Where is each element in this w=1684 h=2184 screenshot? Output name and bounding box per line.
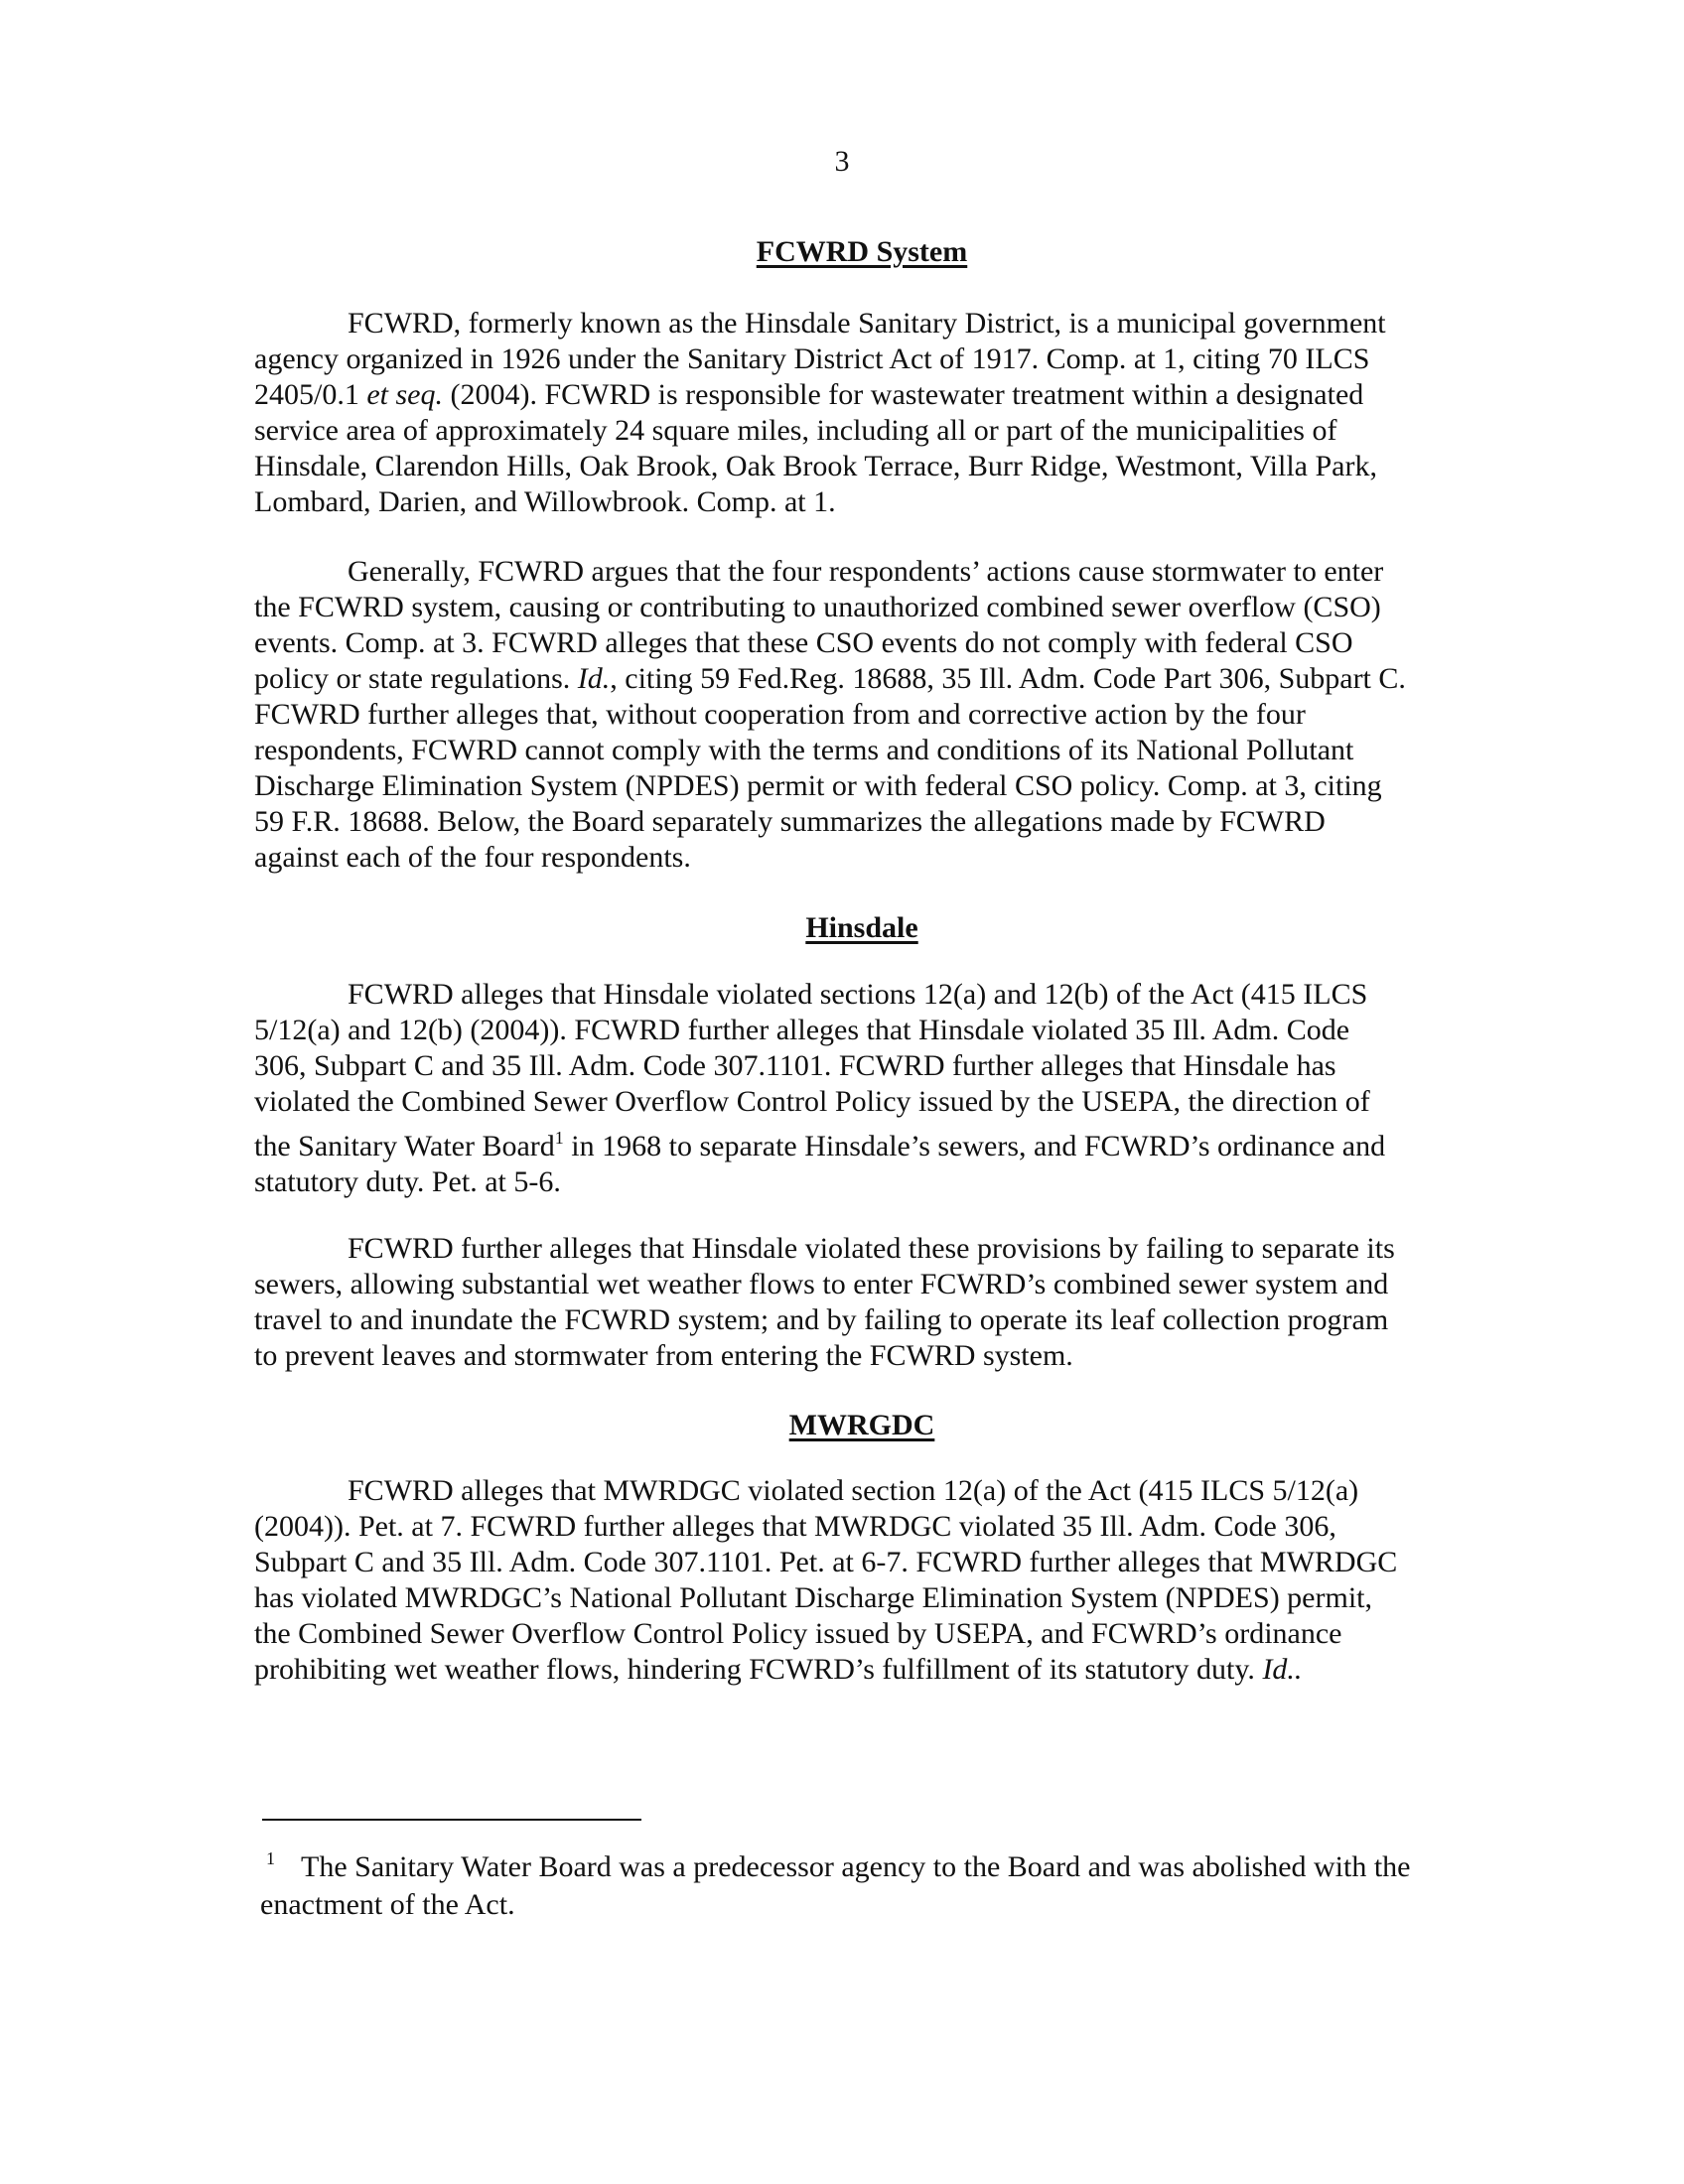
paragraph-hinsdale-2 <box>254 1231 1466 1374</box>
text-line: 5/12(a) and 12(b) (2004)). FCWRD further alleges that Hinsdale violated 35 Ill. Adm. Code <box>254 1014 1350 1046</box>
text-line: (2004). FCWRD is responsible for wastewater treatment within a designated <box>450 378 1364 411</box>
text-line: service area of approximately 24 square miles, including all or part of the municipalities of <box>254 414 1337 447</box>
paragraph-fcwrd-system-1 <box>254 306 1466 520</box>
text-line: Generally, FCWRD argues that the four respondents’ actions cause stormwater to enter <box>348 555 1384 588</box>
text-line: FCWRD further alleges that Hinsdale violated these provisions by failing to separate its <box>348 1232 1395 1265</box>
italic-term: et seq. <box>366 378 443 411</box>
text-line: respondents, FCWRD cannot comply with the terms and conditions of its National Pollutant <box>254 734 1354 766</box>
text-line: 2405/0.1 <box>254 378 359 411</box>
text-line: prohibiting wet weather flows, hindering FCWRD’s fulfillment of its statutory duty. <box>254 1653 1255 1686</box>
text-line: to prevent leaves and stormwater from entering the FCWRD system. <box>254 1339 1073 1372</box>
text-line: Hinsdale, Clarendon Hills, Oak Brook, Oak Brook Terrace, Burr Ridge, Westmont, Villa Park, <box>254 450 1377 482</box>
footnote-reference: 1 <box>554 1128 564 1148</box>
text-line: 59 F.R. 18688. Below, the Board separately summarizes the allegations made by FCWRD <box>254 805 1326 838</box>
text-line: violated the Combined Sewer Overflow Control Policy issued by the USEPA, the direction of <box>254 1085 1370 1118</box>
text-line: Subpart C and 35 Ill. Adm. Code 307.1101. Pet. at 6-7. FCWRD further alleges that MWRDGC <box>254 1546 1398 1578</box>
text-line: FCWRD alleges that MWRDGC violated section 12(a) of the Act (415 ILCS 5/12(a) <box>348 1474 1359 1507</box>
section-heading-mwrgdc: MWRGDC <box>788 1409 935 1441</box>
text-line: FCWRD, formerly known as the Hinsdale Sanitary District, is a municipal government <box>348 307 1386 340</box>
footnote-divider <box>262 1819 641 1821</box>
text-line: sewers, allowing substantial wet weather flows to enter FCWRD’s combined sewer system and <box>254 1268 1389 1300</box>
footnote <box>260 1840 1491 1924</box>
text-line: travel to and inundate the FCWRD system; and by failing to operate its leaf collection program <box>254 1303 1389 1336</box>
text-line: the FCWRD system, causing or contributing to unauthorized combined sewer overflow (CSO) <box>254 591 1381 623</box>
text-line: Lombard, Darien, and Willowbrook. Comp. at 1. <box>254 485 836 518</box>
text-line: the Sanitary Water Board <box>254 1130 555 1162</box>
paragraph-hinsdale-1 <box>254 977 1466 1200</box>
text-line: agency organized in 1926 under the Sanitary District Act of 1917. Comp. at 1, citing 70 ILCS <box>254 342 1370 375</box>
page-number: 3 <box>834 145 850 178</box>
text-line: policy or state regulations. <box>254 662 571 695</box>
footnote-text: The Sanitary Water Board was a predecessor agency to the Board and was abolished with the <box>301 1850 1411 1883</box>
footnote-text: enactment of the Act. <box>260 1888 515 1921</box>
text-line: has violated MWRDGC’s National Pollutant Discharge Elimination System (NPDES) permit, <box>254 1581 1372 1614</box>
italic-term: Id. <box>577 662 611 695</box>
section-heading-fcwrd-system: FCWRD System <box>756 235 968 268</box>
italic-term: Id.. <box>1262 1653 1303 1686</box>
section-heading-hinsdale: Hinsdale <box>805 911 918 944</box>
text-line: the Combined Sewer Overflow Control Policy issued by USEPA, and FCWRD’s ordinance <box>254 1617 1342 1650</box>
text-line: events. Comp. at 3. FCWRD alleges that these CSO events do not comply with federal CSO <box>254 626 1353 659</box>
text-line: in 1968 to separate Hinsdale’s sewers, and FCWRD’s ordinance and <box>563 1130 1386 1162</box>
paragraph-mwrgdc-1 <box>254 1473 1466 1688</box>
text-line: Discharge Elimination System (NPDES) permit or with federal CSO policy. Comp. at 3, citing <box>254 769 1382 802</box>
text-line: statutory duty. Pet. at 5-6. <box>254 1165 561 1198</box>
text-line: 306, Subpart C and 35 Ill. Adm. Code 307.1101. FCWRD further alleges that Hinsdale has <box>254 1049 1336 1082</box>
paragraph-fcwrd-system-2 <box>254 554 1466 876</box>
text-line: (2004)). Pet. at 7. FCWRD further alleges that MWRDGC violated 35 Ill. Adm. Code 306, <box>254 1510 1336 1543</box>
text-line: against each of the four respondents. <box>254 841 691 874</box>
text-line: FCWRD alleges that Hinsdale violated sections 12(a) and 12(b) of the Act (415 ILCS <box>348 978 1368 1011</box>
text-line: , citing 59 Fed.Reg. 18688, 35 Ill. Adm. Code Part 306, Subpart C. <box>610 662 1406 695</box>
text-line: FCWRD further alleges that, without cooperation from and corrective action by the four <box>254 698 1306 731</box>
footnote-marker: 1 <box>266 1848 275 1868</box>
